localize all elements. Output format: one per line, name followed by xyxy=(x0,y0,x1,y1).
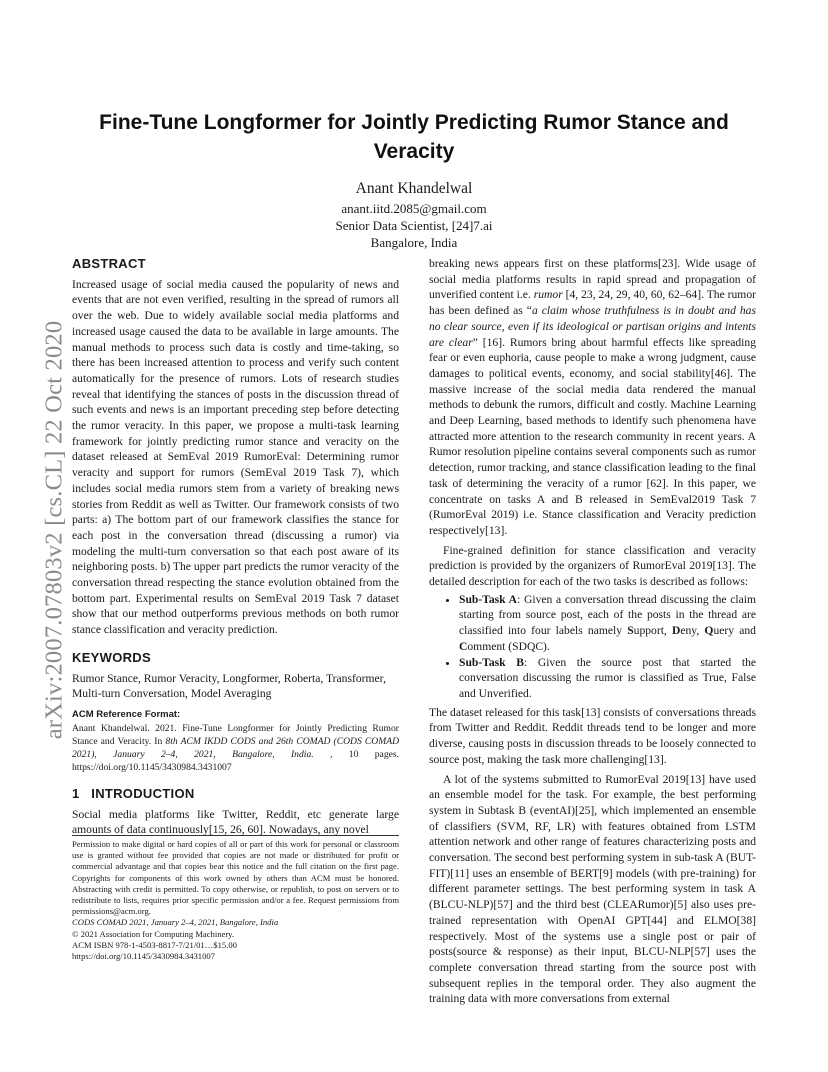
permission-notice: Permission to make digital or hard copies of all or part of this work for personal or classroom use is granted without fee provided that copies are not made or distributed for profit or commercial advantage and that copies bear this notice and the full citation on the first page. Copyrights for components of this work owned by others than ACM must be honored. Abstracting with credit is permitted. To copy otherwise, or republish, to post on servers or to redistribute to lists, requires prior specific permission and/or a fee. Request permissions from permissions@acm.org. xyxy=(72,839,399,917)
footnote-isbn: ACM ISBN 978-1-4503-8817-7/21/01…$15.00 xyxy=(72,939,237,950)
left-column xyxy=(72,256,399,838)
p1-rumor-term: rumor xyxy=(533,288,563,302)
label-q-rest: uery and xyxy=(713,624,756,638)
footnote-doi: https://doi.org/10.1145/3430984.3431007 xyxy=(72,951,215,962)
introduction-paragraph: Social media platforms like Twitter, Reddit, etc generate large amounts of data continuously[15, 26, 60]. Nowadays, any novel xyxy=(72,807,399,837)
label-d: D xyxy=(671,624,681,638)
subtask-b-text: : Given the source post that started the conversation discussing the rumor is classified as True, False and Unverified. xyxy=(459,655,757,700)
introduction-heading xyxy=(72,786,399,802)
label-q: Q xyxy=(704,624,714,638)
introduction-title: INTRODUCTION xyxy=(91,785,195,801)
p1-rumor-definition: a claim whose truthfulness is in doubt and has no clear source, even if its ideological or partisan origins and intents are clear xyxy=(429,304,756,349)
author-block xyxy=(160,178,668,251)
subtask-a-label: Sub-Task A xyxy=(459,592,518,606)
footnote-venue-text: CODS COMAD 2021, January 2–4, 2021, Bangalore, India xyxy=(72,917,279,928)
arxiv-identifier xyxy=(34,290,74,770)
author-name: Anant Khandelwal xyxy=(355,180,473,197)
author-email: anant.iitd.2085@gmail.com xyxy=(341,201,487,216)
right-paragraph-3: The dataset released for this task[13] consists of conversations threads from Twitter and Reddit. Reddit threads tend to be longer and more diverse, causing posts in discussion threads to be loosely connected to source post, making the task more challenging[13]. xyxy=(429,705,756,766)
paper-title: Fine-Tune Longformer for Jointly Predicting Rumor Stance and Veracity xyxy=(99,111,729,163)
right-paragraph-2: Fine-grained definition for stance classification and veracity prediction is provided by the organizers of RumorEval 2019[13]. The detailed description for each of the two tasks is described as follows: xyxy=(429,543,756,589)
author-position: Senior Data Scientist, [24]7.ai xyxy=(335,218,493,233)
label-d-rest: eny, xyxy=(680,624,705,638)
p1-mid: [4, 23, 24, 29, 40, 60, 62–64]. The rumor has been defined as “ xyxy=(429,288,756,318)
acm-reference-text xyxy=(72,722,399,774)
acm-reference-plain-end: , 10 pages. https://doi.org/10.1145/3430984.3431007 xyxy=(72,748,400,773)
right-paragraph-1 xyxy=(429,256,756,539)
acm-reference-plain-start: Anant Khandelwal. 2021. Fine-Tune Longformer for Jointly Predicting Rumor Stance and Veracity. In xyxy=(72,722,399,747)
footnote-copyright: © 2021 Association for Computing Machinery. xyxy=(72,928,235,939)
introduction-number: 1 xyxy=(72,785,80,801)
p1-end: ” [16]. Rumors bring about harmful effects like spreading fear or even euphoria, cause people to make a wrong judgment, cause damages to political events, economy, and social stability[46]. The massive increase of the social media data rendered the manual methods to debunk the rumors, difficult and costly. Machine Learning and Deep Learning, based methods to identify such phenomena have attracted more attention to the research community in recent years. A Rumor resolution pipeline contains several components such as rumor detection, rumor tracking, and stance classification leading to the final task of determining the veracity of a rumor [62]. In this paper, we concentrate on tasks A and B released in SemEval2019 Task 7 (RumorEval 2019) i.e. Stance classification and Veracity prediction respectively[13]. xyxy=(429,335,756,537)
subtask-b-item xyxy=(459,655,756,702)
subtask-a-text: : Given a conversation thread discussing the claim starting from source post, each of the posts in the thread are classified into four labels namely xyxy=(459,592,757,638)
right-paragraph-4: A lot of the systems submitted to RumorEval 2019[13] have used an ensemble model for the task. For example, the best performing system in Subtask B (eventAI)[25], which implemented an ensemble of classifiers (SVM, RF, LR) with features obtained from LSTM attention network and other range of features characterizing posts and conversation. The second best performing system in sub-task A (BUT-FIT)[11] uses an ensemble of BERT[9] models (with pre-training) for different parameter settings. The best performing system in task A (BLCU-NLP)[57] and the third best (CLEARumor)[5] also uses pre-trained representation with OpenAI GPT[44] and ELMO[38] respectively. Most of the systems use a single post or pair of posts(source & response) as their input, BLCU-NLP[57] uses the complete conversation thread starting from the source post with subsequent replies in the temporal order. They also augment the training data with more conversations from external xyxy=(429,772,756,1006)
acm-reference-heading: ACM Reference Format: xyxy=(72,708,181,720)
p1-start: breaking news appears first on these platforms[23]. Wide usage of social media platforms results in rapid spread and propagation of unverified content i.e. xyxy=(429,257,756,302)
keywords-text: Rumor Stance, Rumor Veracity, Longformer, Roberta, Transformer, Multi-turn Conversation, Model Averaging xyxy=(72,671,386,701)
author-location: Bangalore, India xyxy=(370,235,458,250)
label-s-rest: upport, xyxy=(633,624,672,638)
footnote-venue xyxy=(72,917,399,928)
arxiv-identifier-text: arXiv:2007.07803v2 [cs.CL] 22 Oct 2020 xyxy=(40,320,68,740)
keywords-heading: KEYWORDS xyxy=(72,649,151,665)
acm-reference xyxy=(72,708,399,774)
abstract-text: Increased usage of social media caused the popularity of news and events that are not even verified, resulting in the spread of rumors all over the web. Due to widely available social media platforms and increased usage caused the data to be available in large amounts. The manual methods to process such data is costly and time-taking, so there has been increased attention to process and verify such content automatically for the presence of rumors. Lots of research studies reveal that identifying the stances of posts in the discussion thread of such events and news is an important preceding step before detecting the rumor veracity. In this paper, we propose a multi-task learning framework for jointly predicting rumor stance and veracity on the dataset released at SemEval 2019 RumorEval: Determining rumor veracity and support for rumors (SemEval 2019 Task 7), which includes social media rumors stem from a variety of breaking news stories from Reddit as well as Twitter. Our framework consists of two parts: a) The bottom part of our framework classifies the stance for each post in the conversation thread (discussing a rumor) via modeling the multi-turn conversation so that each post aware of its neighboring posts. b) The upper part predicts the rumor veracity of the conversation thread respecting the stance evolution obtained from the bottom part. Experimental results on SemEval 2019 Task 7 dataset show that our method outperforms previous methods on both rumor stance classification and veracity prediction. xyxy=(72,277,399,637)
acm-reference-venue: 8th ACM IKDD CODS and 26th COMAD (CODS COMAD 2021), January 2–4, 2021, Bangalore, India. xyxy=(72,735,399,760)
subtask-list xyxy=(429,592,756,702)
label-c-rest: omment (SDQC). xyxy=(467,639,550,653)
label-c: C xyxy=(459,639,468,653)
subtask-a-item xyxy=(459,592,756,655)
abstract-heading: ABSTRACT xyxy=(72,256,146,271)
right-column xyxy=(429,256,756,1007)
copyright-footnote xyxy=(72,835,399,962)
label-s: S xyxy=(627,624,634,638)
subtask-b-label: Sub-Task B xyxy=(459,655,524,669)
